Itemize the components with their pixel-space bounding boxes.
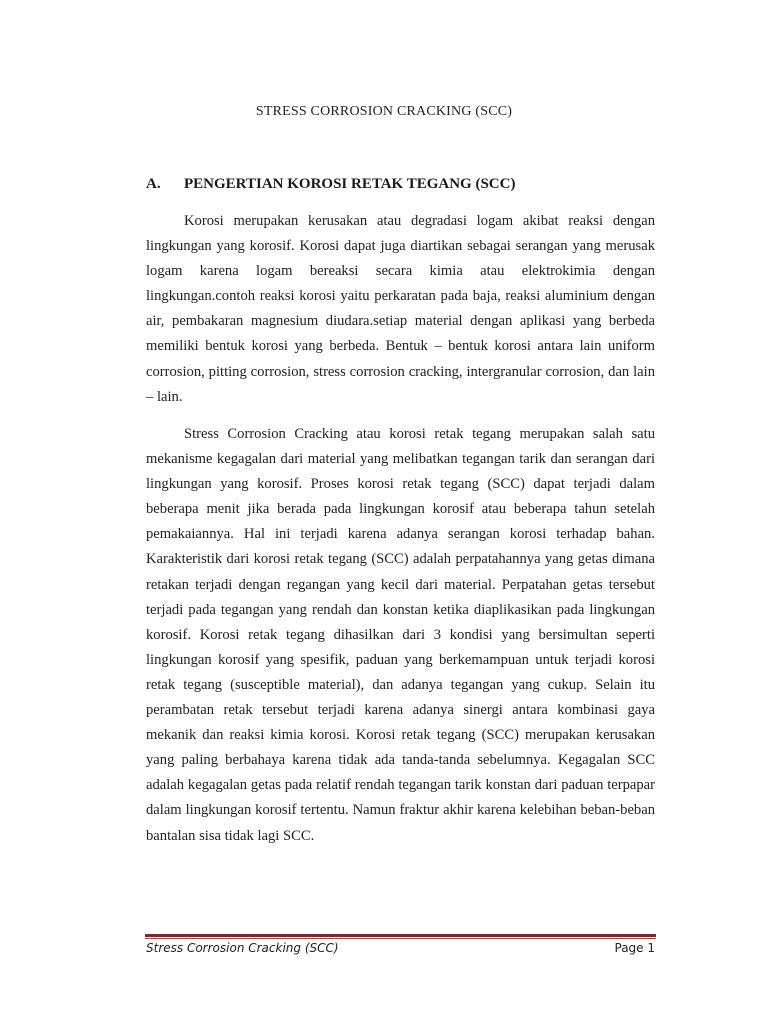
section-heading-text: PENGERTIAN KOROSI RETAK TEGANG (SCC) <box>184 176 516 192</box>
footer-running-title: Stress Corrosion Cracking (SCC) <box>146 941 339 955</box>
footer-rule-thin <box>145 938 656 939</box>
footer-rule <box>145 934 656 937</box>
paragraph-1: Korosi merupakan kerusakan atau degradasi logam akibat reaksi dengan lingkungan yang korosif. Korosi dapat juga diartikan sebagai serangan yang merusak logam karena logam bereaksi secara kimia atau elektrokimia dengan lingkungan.contoh reaksi korosi yaitu perkaratan pada baja, reaksi aluminium dengan air, pembakaran magnesium diudara.setiap material dengan aplikasi yang berbeda memiliki bentuk korosi yang berbeda. Bentuk – bentuk korosi antara lain uniform corrosion, pitting corrosion, stress corrosion cracking, intergranular corrosion, dan lain – lain. <box>146 213 655 405</box>
document-title: STRESS CORROSION CRACKING (SCC) <box>255 104 513 119</box>
section-letter: A. <box>146 176 161 192</box>
paragraph-2: Stress Corrosion Cracking atau korosi retak tegang merupakan salah satu mekanisme kegagalan dari material yang melibatkan tegangan tarik dan serangan dari lingkungan yang korosif. Proses korosi retak tegang (SCC) dapat terjadi dalam beberapa menit jika berada pada lingkungan korosif atau beberapa tahun setelah pemakaiannya. Hal ini terjadi karena adanya serangan korosi terhadap bahan. Karakteristik dari korosi retak tegang (SCC) adalah perpatahannya yang getas dimana retakan terjadi dengan regangan yang kecil dari material. Perpatahan getas tersebut terjadi pada tegangan yang rendah dan konstan ketika diaplikasikan pada lingkungan korosif. Korosi retak tegang dihasilkan dari 3 kondisi yang bersimultan seperti lingkungan korosif yang spesifik, paduan yang berkemampuan untuk terjadi korosi retak tegang (susceptible material), dan adanya tegangan yang cukup. Selain itu perambatan retak tersebut terjadi karena adanya sinergi antara kombinasi gaya mekanik dan reaksi kimia korosi. Korosi retak tegang (SCC) merupakan kerusakan yang paling berbahaya karena tidak ada tanda-tanda sebelumnya. Kegagalan SCC adalah kegagalan getas pada relatif rendah tegangan tarik konstan dari paduan terpapar dalam lingkungan korosif tertentu. Namun fraktur akhir karena kelebihan beban-beban bantalan sisa tidak lagi SCC. <box>146 426 655 844</box>
footer-page-number: Page 1 <box>614 941 655 955</box>
section-heading <box>146 176 515 193</box>
